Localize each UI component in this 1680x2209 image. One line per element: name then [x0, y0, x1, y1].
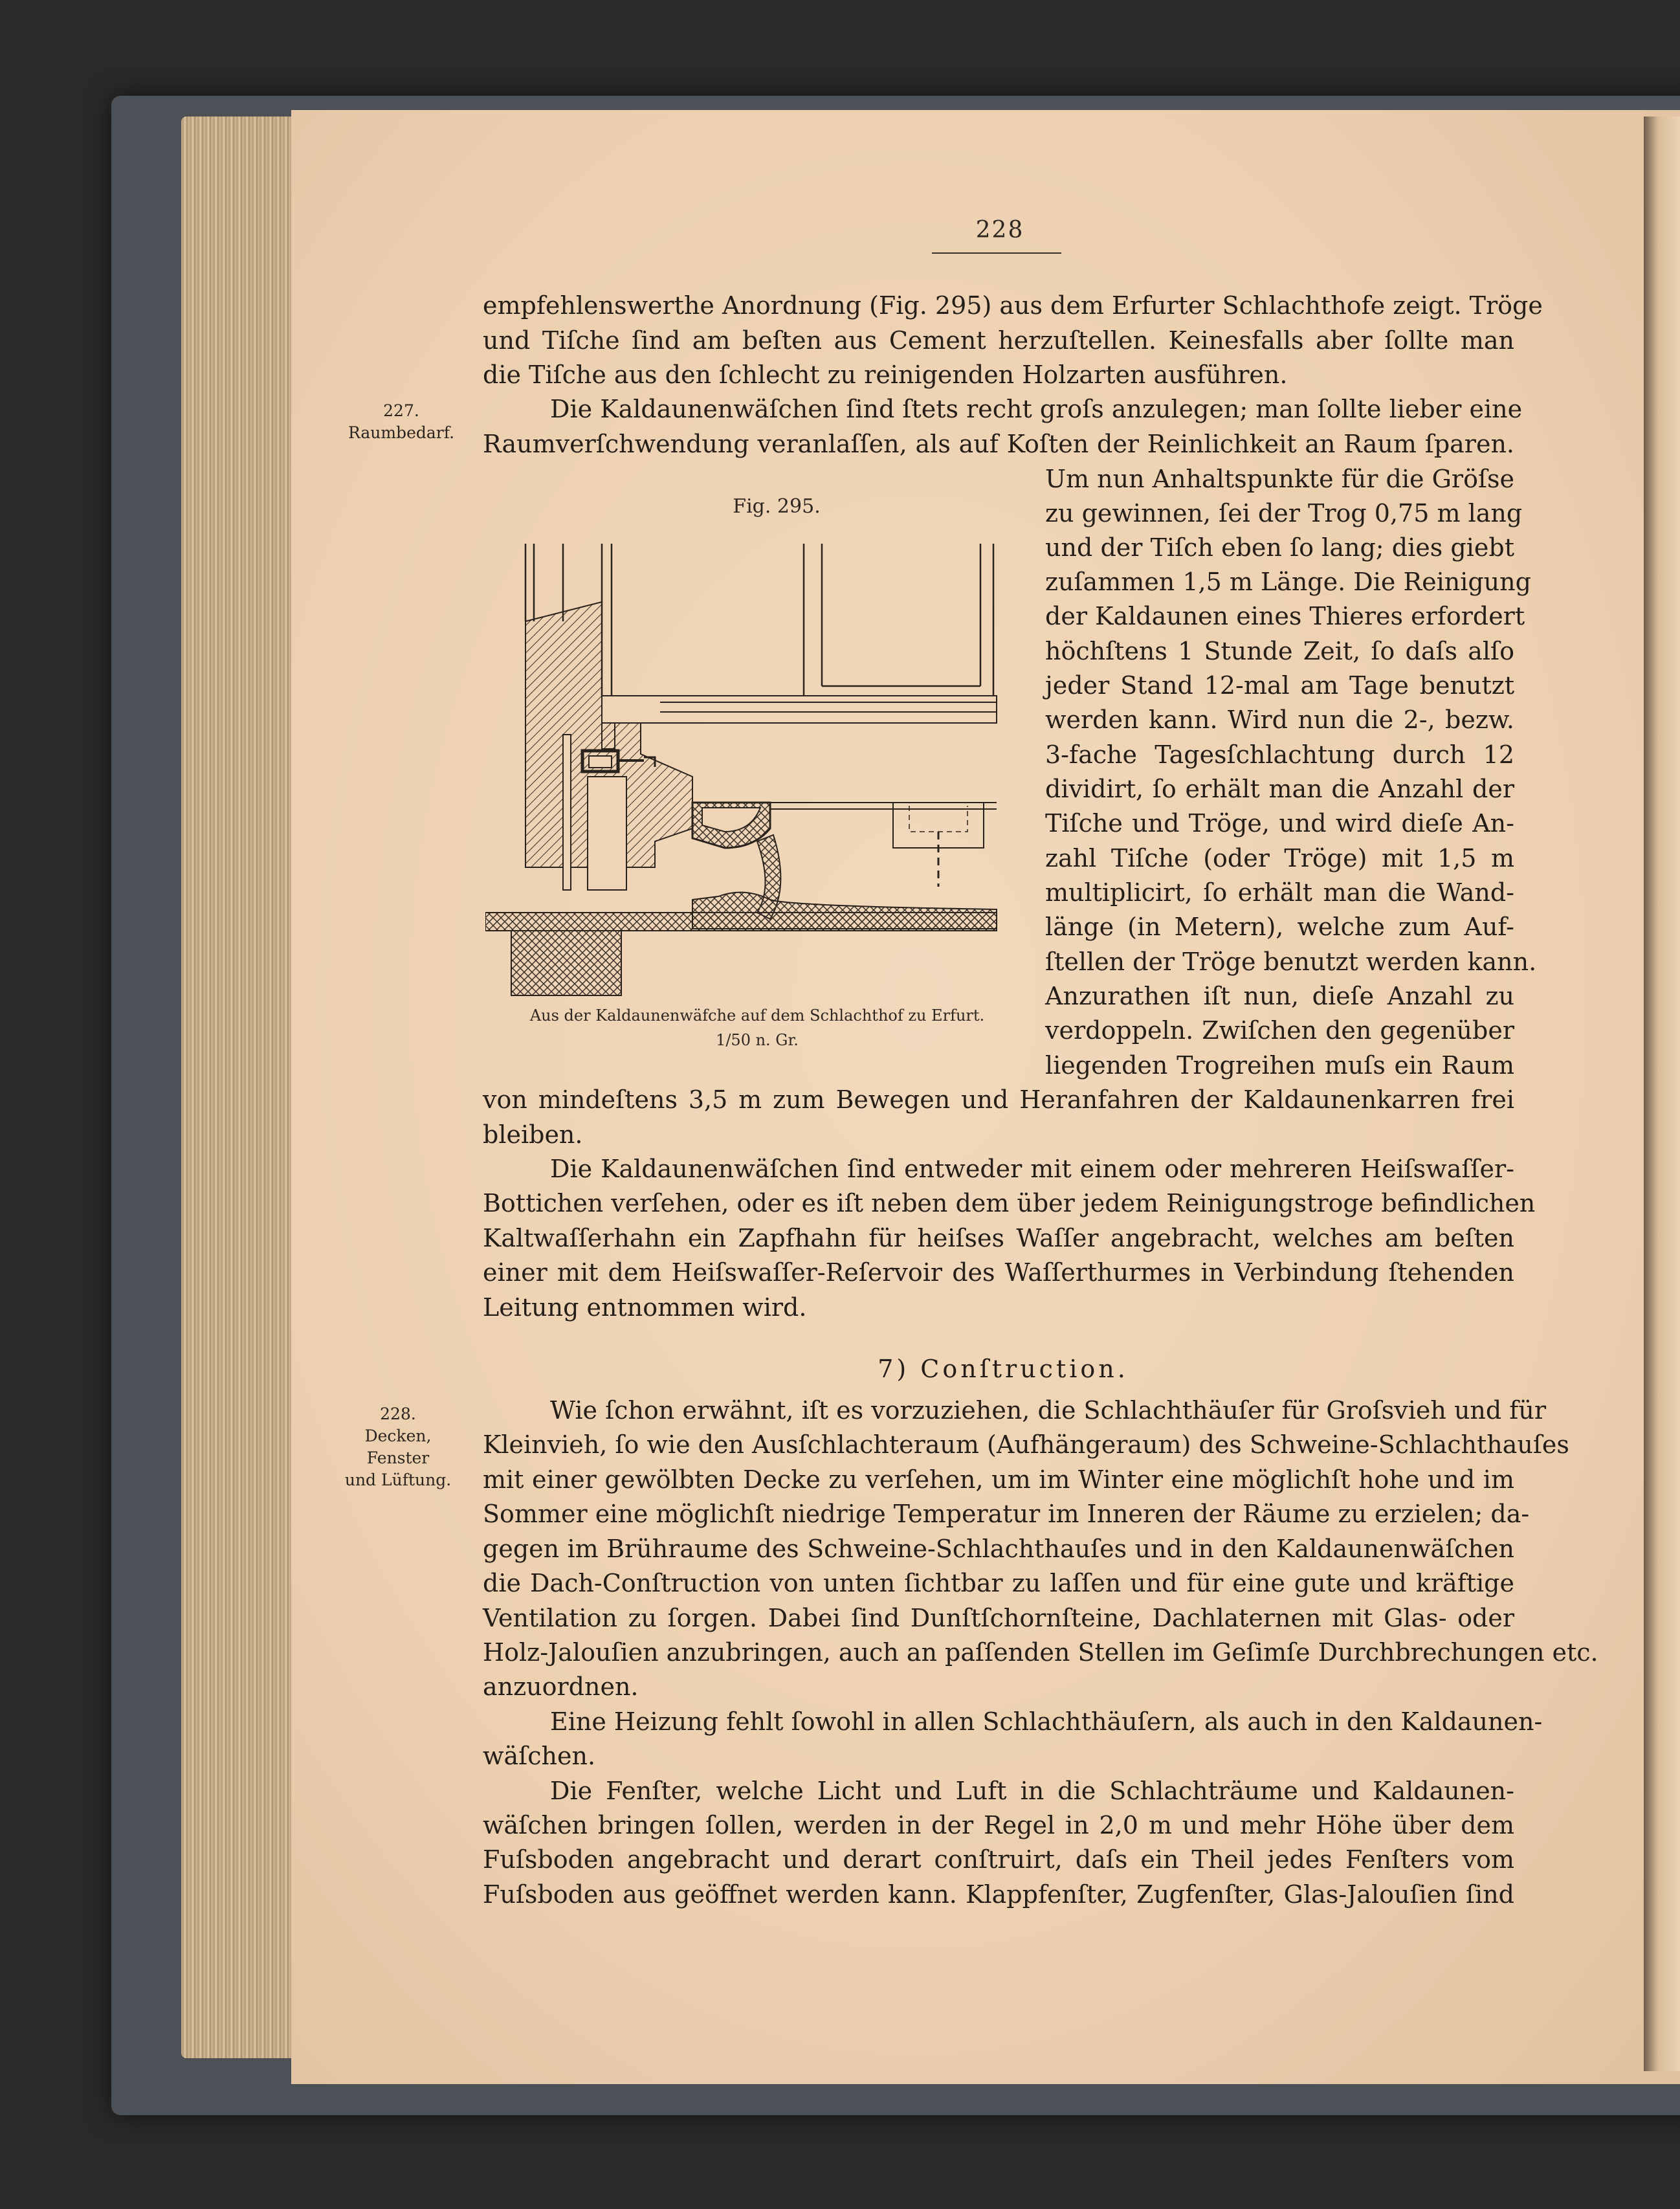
text-line: Fuſsboden aus geöffnet werden kann. Klappfenſter, Zugfenſter, Glas-Jalouſien ſind: [483, 1880, 1514, 1909]
text-line: und Tiſche ſind am beſten aus Cement herzuſtellen. Keinesfalls aber ſollte man: [483, 326, 1514, 355]
margin-note-text: und Lüftung.: [344, 1471, 452, 1489]
text-line: die Tiſche aus den ſchlecht zu reinigenden Holzarten ausführen.: [483, 361, 1288, 389]
text-line: Holz-Jalouſien anzubringen, auch an paſſenden Stellen im Geſimſe Durchbrechungen etc.: [483, 1638, 1598, 1667]
text-line: zu gewinnen, ſei der Trog 0,75 m lang: [1045, 499, 1523, 527]
facing-page-edge: [1644, 117, 1680, 2071]
text-line: ſtellen der Tröge benutzt werden kann.: [1045, 948, 1537, 976]
text-line: Sommer eine möglichſt niedrige Temperatur im Inneren der Räume zu erzielen; da-: [483, 1500, 1530, 1528]
text-line: zuſammen 1,5 m Länge. Die Reinigung: [1045, 568, 1531, 596]
text-line: dividirt, ſo erhält man die Anzahl der: [1045, 775, 1514, 803]
text-line: bleiben.: [483, 1120, 583, 1149]
margin-note-228: [333, 1403, 463, 1491]
text-line: multiplicirt, ſo erhält man die Wand-: [1045, 878, 1514, 907]
text-line: zahl Tiſche (oder Tröge) mit 1,5 m: [1045, 844, 1514, 872]
margin-note-text: Fenster: [366, 1449, 430, 1467]
text-line: Kaltwaſſerhahn ein Zapfhahn für heiſses Waſſer angebracht, welches am beſten: [483, 1224, 1514, 1252]
text-line: Wie ſchon erwähnt, iſt es vorzuziehen, die Schlachthäuſer für Groſsvieh und für: [550, 1396, 1546, 1425]
text-line: einer mit dem Heiſswaſſer-Reſervoir des Waſſerthurmes in Verbindung ſtehenden: [483, 1258, 1514, 1287]
text-line: jeder Stand 12-mal am Tage benutzt: [1045, 671, 1514, 700]
text-line: der Kaldaunen eines Thieres erfordert: [1045, 602, 1525, 630]
margin-note-text: Decken,: [364, 1426, 432, 1445]
text-line: wäſchen.: [483, 1742, 596, 1770]
figure-caption-text: Aus der Kaldaunenwäfche auf dem Schlachthof zu Erfurt.: [529, 1006, 985, 1025]
text-line: Die Kaldaunenwäſchen ſind ſtets recht groſs anzulegen; man ſollte lieber eine: [550, 395, 1523, 423]
page-number: 228: [975, 217, 1024, 243]
text-line: verdoppeln. Zwiſchen den gegenüber: [1045, 1016, 1514, 1045]
page-edges: [181, 117, 304, 2058]
text-line: länge (in Metern), welche zum Auf-: [1045, 913, 1514, 941]
text-line: die Dach-Conſtruction von unten ſichtbar zu laſſen und für eine gute und kräftige: [483, 1569, 1514, 1597]
figure-label: Fig. 295.: [733, 495, 821, 518]
page-number-rule: [932, 252, 1061, 254]
text-line: Kleinvieh, ſo wie den Ausſchlachteraum (Aufhängeraum) des Schweine-Schlachthauſes: [483, 1430, 1569, 1459]
text-line: Bottichen verſehen, oder es iſt neben dem über jedem Reinigungstroge befindlichen: [483, 1189, 1536, 1217]
text-line: Die Fenſter, welche Licht und Luft in die Schlachträume und Kaldaunen-: [550, 1777, 1514, 1805]
text-line: Fuſsboden angebracht und derart conſtruirt, daſs ein Theil jedes Fenſters vom: [483, 1845, 1514, 1874]
text-line: Die Kaldaunenwäſchen ſind entweder mit einem oder mehreren Heiſswaſſer-: [550, 1155, 1514, 1183]
text-line: Eine Heizung fehlt ſowohl in allen Schlachthäuſern, als auch in den Kaldaunen-: [550, 1707, 1543, 1736]
text-line: Ventilation zu ſorgen. Dabei ſind Dunſtſchornſteine, Dachlaternen mit Glas- oder: [483, 1604, 1514, 1632]
text-line: 3-fache Tagesſchlachtung durch 12: [1045, 740, 1514, 769]
figure-caption: [511, 1003, 1003, 1052]
text-line: werden kann. Wird nun die 2-, bezw.: [1045, 705, 1514, 734]
text-line: mit einer gewölbten Decke zu verſehen, um im Winter eine möglichſt hohe und im: [483, 1465, 1514, 1494]
margin-note-number: 227.: [383, 401, 419, 420]
text-line: höchſtens 1 Stunde Zeit, ſo daſs alſo: [1045, 637, 1514, 665]
margin-note-text: Raumbedarf.: [348, 423, 455, 442]
text-line: von mindeſtens 3,5 m zum Bewegen und Heranfahren der Kaldaunenkarren frei: [483, 1085, 1514, 1114]
text-line: empfehlenswerthe Anordnung (Fig. 295) aus dem Erfurter Schlachthofe zeigt. Tröge: [483, 291, 1543, 320]
figure-scale: 1/50 n. Gr.: [716, 1031, 799, 1049]
section-heading: 7) Conſtruction.: [878, 1355, 1129, 1383]
text-line: wäſchen bringen ſollen, werden in der Regel in 2,0 m und mehr Höhe über dem: [483, 1811, 1514, 1839]
margin-note-227: [337, 400, 466, 444]
text-line: Anzurathen iſt nun, dieſe Anzahl zu: [1045, 982, 1514, 1010]
text-line: liegenden Trogreihen muſs ein Raum: [1045, 1051, 1514, 1080]
text-line: anzuordnen.: [483, 1672, 639, 1701]
text-line: gegen im Brühraume des Schweine-Schlachthauſes und in den Kaldaunenwäſchen: [483, 1535, 1514, 1563]
text-line: Tiſche und Tröge, und wird dieſe An-: [1045, 809, 1514, 838]
text-line: Um nun Anhaltspunkte für die Gröſse: [1045, 465, 1515, 493]
text-line: und der Tiſch eben ſo lang; dies giebt: [1045, 533, 1514, 562]
margin-note-number: 228.: [380, 1404, 416, 1423]
text-line: Raumverſchwendung veranlaſſen, als auf Koſten der Reinlichkeit an Raum ſparen.: [483, 430, 1514, 458]
text-line: Leitung entnommen wird.: [483, 1293, 807, 1322]
figure-drawing: [485, 537, 1016, 1003]
